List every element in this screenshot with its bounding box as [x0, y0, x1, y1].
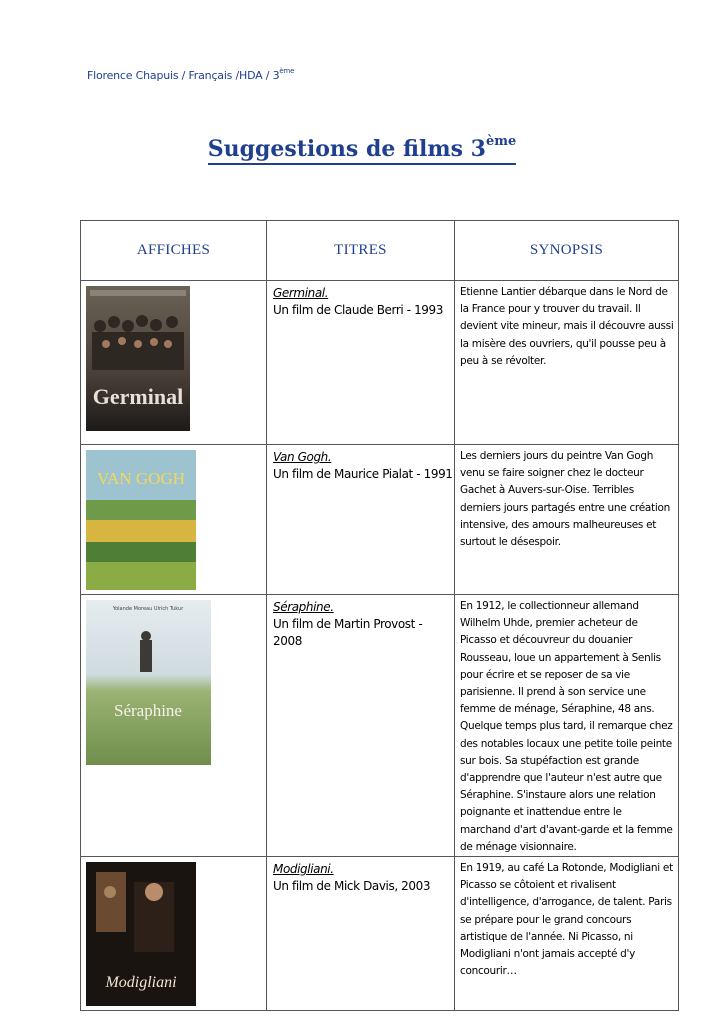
title-cell — [267, 857, 455, 1011]
page-title — [0, 134, 724, 162]
germinal-poster-caption: Germinal — [92, 384, 184, 409]
document-header — [87, 67, 294, 82]
title-cell — [267, 445, 455, 595]
modigliani-poster-caption: Modigliani — [105, 974, 177, 992]
film-director: Un film de Claude Berri - 1993 — [273, 303, 444, 317]
poster-cell — [81, 281, 267, 445]
film-title: Séraphine. — [273, 600, 334, 614]
title-cell — [267, 281, 455, 445]
synopsis-cell — [455, 595, 679, 857]
poster-cell — [81, 857, 267, 1011]
poster-cell — [81, 445, 267, 595]
modigliani-poster-image — [86, 862, 196, 1006]
film-title: Modigliani. — [273, 862, 334, 877]
film-synopsis: Les derniers jours du peintre Van Gogh venu se faire soigner chez le docteur Gachet à Auvers-sur-Oise. Terribles derniers jours partagés entre une création intensive, des amours malheureuses et surtout le désespoir. — [460, 450, 670, 549]
van-gogh-poster-image — [86, 450, 196, 590]
title-text: Suggestions de films 3 — [207, 136, 486, 162]
column-header-synopsis: SYNOPSIS — [455, 221, 679, 281]
table-row — [81, 857, 679, 1011]
germinal-poster-image — [86, 286, 190, 431]
title-superscript: ème — [485, 134, 517, 149]
table-row — [81, 445, 679, 595]
film-title: Germinal. — [273, 286, 329, 300]
table-header-row — [81, 221, 679, 281]
column-header-affiches: AFFICHES — [81, 221, 267, 281]
films-table — [80, 220, 679, 1011]
seraphine-poster-caption: Séraphine — [114, 701, 182, 720]
synopsis-cell — [455, 445, 679, 595]
column-header-titres: TITRES — [267, 221, 455, 281]
film-director: Un film de Mick Davis, 2003 — [273, 879, 431, 894]
film-title: Van Gogh. — [273, 450, 332, 464]
synopsis-cell — [455, 281, 679, 445]
seraphine-poster-image — [86, 600, 211, 765]
table-row — [81, 281, 679, 445]
table-row — [81, 595, 679, 857]
film-director: Un film de Martin Provost - 2008 — [273, 617, 423, 648]
film-synopsis: En 1912, le collectionneur allemand Wilhelm Uhde, premier acheteur de Picasso et découvreur du douanier Rousseau, loue un appartement à Senlis pour écrire et se reposer de sa vie parisienne. Il prend à son service une femme de ménage, Séraphine, 48 ans. Quelque temps plus tard, il remarque chez des notables locaux une petite toile peinte sur bois. Sa stupéfaction est grande d'apprendre que l'auteur n'est autre que Séraphine. S'instaure alors une relation poignante et inattendue entre le marchand d'art d'avant-garde et la femme de ménage visionnaire. — [460, 600, 673, 853]
title-cell — [267, 595, 455, 857]
header-superscript: ème — [279, 67, 295, 75]
poster-cell — [81, 595, 267, 857]
film-synopsis: Etienne Lantier débarque dans le Nord de la France pour y trouver du travail. Il devient vite mineur, mais il découvre aussi la misère des ouvriers, qu'il pousse peu à peu à se révolter. — [460, 286, 674, 367]
header-text: Florence Chapuis / Français /HDA / 3 — [87, 69, 280, 82]
film-synopsis: En 1919, au café La Rotonde, Modigliani et Picasso se côtoient et rivalisent d'intelligence, d'arrogance, de talent. Paris se prépare pour le grand concours artistique de l'année. Ni Picasso, ni Modigliani n'ont jamais accepté d'y concourir… — [460, 862, 673, 978]
van-gogh-poster-caption: VAN GOGH — [97, 469, 185, 488]
seraphine-poster-actors: Yolande Moreau Ulrich Tukur — [112, 606, 184, 612]
synopsis-cell — [455, 857, 679, 1011]
film-director: Un film de Maurice Pialat - 1991 — [273, 467, 453, 481]
